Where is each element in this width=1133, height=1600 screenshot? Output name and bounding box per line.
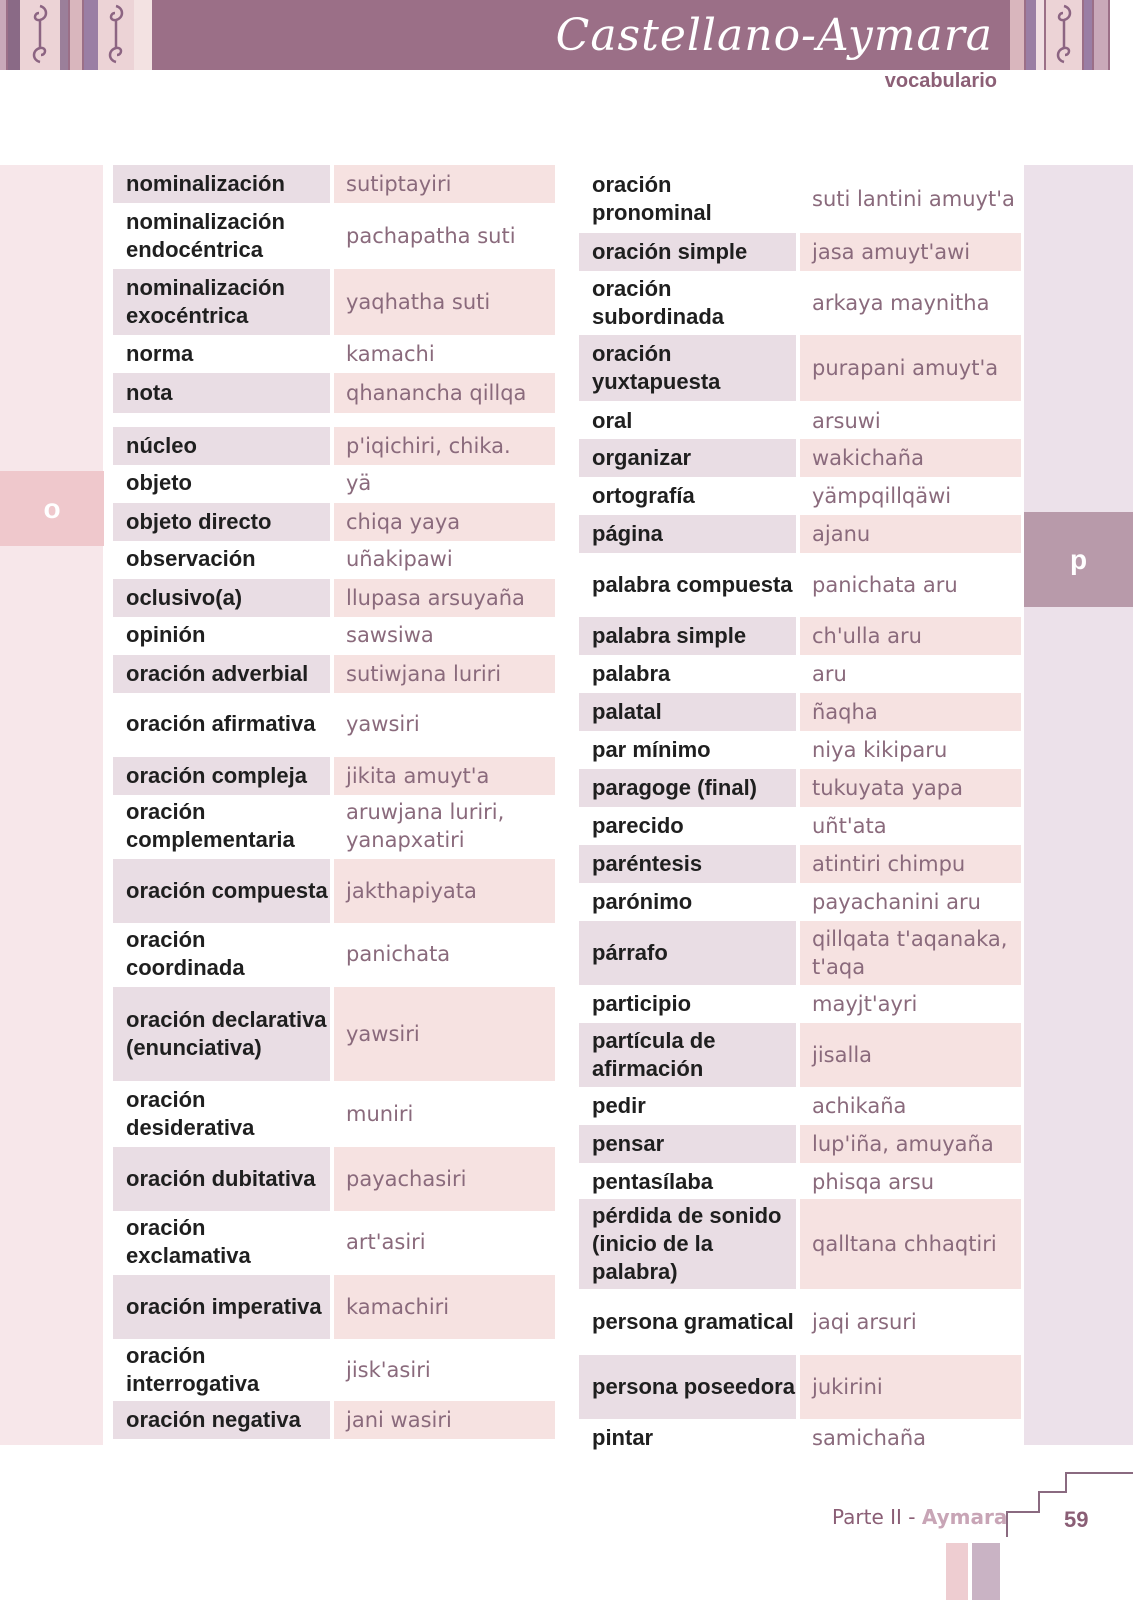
vocab-translation: qhanancha qillqa: [334, 373, 555, 413]
vocab-term: partícula de afirmación: [579, 1023, 796, 1087]
vocab-term: oración simple: [579, 233, 796, 271]
vocab-translation: ch'ulla aru: [800, 617, 1021, 655]
vocab-row: [113, 1147, 555, 1211]
vocab-row: [579, 985, 1021, 1023]
vocab-translation: samichaña: [812, 1426, 927, 1450]
vocab-row: [113, 1083, 555, 1145]
vocab-row: [113, 859, 555, 923]
header-stripe: [1036, 0, 1044, 70]
footer-part: Parte II -: [832, 1505, 916, 1529]
vocab-translation: arkaya maynitha: [812, 291, 990, 315]
vocab-translation: ñaqha: [800, 693, 1021, 731]
vocab-term: norma: [126, 341, 194, 366]
vocab-row: [579, 515, 1021, 553]
vocab-row: [113, 541, 555, 577]
vocab-translation: yawsiri: [346, 712, 420, 736]
vocab-row: [113, 165, 555, 203]
vocab-translation: yämpqillqäwi: [812, 484, 952, 508]
vocab-term: palabra simple: [579, 617, 796, 655]
vocab-translation: aru: [812, 662, 847, 686]
vocab-term: par mínimo: [592, 737, 711, 762]
vocab-term: observación: [126, 546, 256, 571]
vocab-translation: jasa amuyt'awi: [800, 233, 1021, 271]
vocab-translation: pachapatha suti: [346, 224, 516, 248]
vocab-row: [579, 477, 1021, 515]
vocab-term: oración afirmativa: [126, 711, 316, 736]
vocab-translation: atintiri chimpu: [800, 845, 1021, 883]
vocab-term: oración subordinada: [592, 276, 725, 329]
vocab-term: oración desiderativa: [126, 1087, 255, 1140]
vocab-translation: ajanu: [800, 515, 1021, 553]
vocab-translation: sutiwjana luriri: [334, 655, 555, 693]
vocab-row: [113, 1401, 555, 1439]
vocab-row: [113, 205, 555, 267]
vocab-term: persona gramatical: [592, 1309, 794, 1334]
vocab-term: participio: [592, 991, 692, 1016]
spiral-ornament-icon: [28, 2, 52, 66]
vocab-term: pensar: [579, 1125, 796, 1163]
vocab-translation: jikita amuyt'a: [334, 757, 555, 795]
vocab-row: [113, 503, 555, 541]
vocab-term: nominalización endocéntrica: [126, 209, 285, 262]
header-stripe: [70, 0, 82, 70]
vocab-term: oración yuxtapuesta: [579, 335, 796, 401]
vocab-term: oración complementaria: [126, 799, 295, 852]
vocab-row: [579, 1125, 1021, 1163]
vocab-translation: jukirini: [800, 1355, 1021, 1419]
vocab-translation: jaqi arsuri: [812, 1310, 917, 1334]
vocab-translation: qillqata t'aqanaka, t'aqa: [800, 921, 1021, 985]
vocab-row: [579, 233, 1021, 271]
vocab-row: [579, 553, 1021, 617]
vocab-term: parecido: [592, 813, 684, 838]
right-margin-band: [1024, 165, 1133, 1445]
vocab-term: oración exclamativa: [126, 1215, 251, 1268]
vocab-term: párrafo: [579, 921, 796, 985]
vocab-term: oración imperativa: [113, 1275, 330, 1339]
vocab-term: nominalización exocéntrica: [113, 269, 330, 335]
vocab-term: pintar: [592, 1425, 654, 1450]
vocab-row: [113, 693, 555, 755]
vocab-term: opinión: [126, 622, 206, 647]
vocab-term: nominalización: [113, 165, 330, 203]
header-stripe: [60, 0, 68, 70]
vocab-term: pedir: [592, 1093, 646, 1118]
vocab-term: oral: [592, 408, 633, 433]
vocab-term: paréntesis: [579, 845, 796, 883]
vocab-row: [579, 1289, 1021, 1355]
header-stripe: [1110, 0, 1133, 70]
vocab-term: núcleo: [113, 427, 330, 465]
footer-label: [832, 1505, 1007, 1529]
vocab-translation: suti lantini amuyt'a: [812, 187, 1015, 211]
vocab-row: [113, 1211, 555, 1273]
vocab-row: [579, 921, 1021, 985]
vocab-row: [579, 1355, 1021, 1419]
header-stripe: [84, 0, 98, 70]
vocab-row: [113, 465, 555, 501]
vocab-row: [579, 769, 1021, 807]
vocab-translation: sawsiwa: [346, 623, 434, 647]
vocab-term: oclusivo(a): [113, 579, 330, 617]
header-stripe: [1026, 0, 1036, 70]
vocab-row: [579, 731, 1021, 769]
vocab-term: página: [579, 515, 796, 553]
vocab-translation: purapani amuyt'a: [800, 335, 1021, 401]
vocab-translation: jakthapiyata: [334, 859, 555, 923]
vocab-row: [113, 987, 555, 1081]
vocab-translation: sutiptayiri: [334, 165, 555, 203]
page-title: Castellano-Aymara: [555, 10, 993, 61]
vocab-row: [579, 165, 1021, 233]
vocab-row: [579, 845, 1021, 883]
vocab-term: objeto: [126, 470, 192, 495]
vocab-translation: chiqa yaya: [334, 503, 555, 541]
vocab-term: objeto directo: [113, 503, 330, 541]
vocab-translation: lup'iña, amuyaña: [800, 1125, 1021, 1163]
section-tab-o: o: [0, 471, 104, 546]
vocab-row: [113, 1339, 555, 1401]
vocab-translation: jisk'asiri: [346, 1358, 431, 1382]
vocab-row: [579, 807, 1021, 845]
vocab-row: [579, 1023, 1021, 1087]
vocab-term: nota: [113, 373, 330, 413]
vocab-term: parónimo: [592, 889, 693, 914]
vocab-translation: panichata aru: [812, 573, 958, 597]
section-tab-p: p: [1024, 512, 1133, 607]
vocab-term: ortografía: [592, 483, 695, 508]
vocab-translation: jisalla: [800, 1023, 1021, 1087]
vocab-row: [113, 373, 555, 413]
vocab-translation: mayjt'ayri: [812, 992, 918, 1016]
spiral-ornament-icon: [1052, 2, 1076, 66]
vocab-translation: arsuwi: [812, 409, 881, 433]
vocab-translation: muniri: [346, 1102, 414, 1126]
vocab-row: [579, 1419, 1021, 1457]
vocab-translation: art'asiri: [346, 1230, 426, 1254]
vocab-row: [579, 883, 1021, 921]
vocab-term: organizar: [579, 439, 796, 477]
footer-bar: [972, 1543, 1000, 1600]
vocab-row: [579, 617, 1021, 655]
vocab-row: [579, 335, 1021, 401]
vocab-row: [113, 1275, 555, 1339]
header-stripe: [1084, 0, 1092, 70]
vocab-term: oración dubitativa: [113, 1147, 330, 1211]
vocab-translation: phisqa arsu: [812, 1170, 935, 1194]
vocab-translation: llupasa arsuyaña: [334, 579, 555, 617]
vocab-term: oración declarativa (enunciativa): [113, 987, 330, 1081]
vocab-row: [113, 655, 555, 693]
vocab-row: [113, 795, 555, 857]
header-stripe: [8, 0, 20, 70]
vocab-row: [579, 439, 1021, 477]
page-subtitle: vocabulario: [884, 70, 997, 92]
vocab-row: [579, 1199, 1021, 1289]
left-margin-band: [0, 165, 103, 1445]
vocab-translation: qalltana chhaqtiri: [800, 1199, 1021, 1289]
vocab-translation: kamachi: [346, 342, 435, 366]
vocab-term: palabra: [592, 661, 671, 686]
vocab-translation: aruwjana luriri, yanapxatiri: [346, 800, 505, 852]
page-number: 59: [1064, 1507, 1089, 1532]
vocab-translation: uñakipawi: [346, 547, 453, 571]
vocab-term: oración coordinada: [126, 927, 245, 980]
spiral-ornament-icon: [104, 2, 128, 66]
vocab-term: paragoge (final): [579, 769, 796, 807]
vocab-term: oración compuesta: [113, 859, 330, 923]
vocab-translation: wakichaña: [800, 439, 1021, 477]
vocab-translation: payachasiri: [334, 1147, 555, 1211]
vocab-term: pentasílaba: [592, 1169, 714, 1194]
vocab-term: oración pronominal: [592, 172, 712, 225]
vocab-row: [579, 655, 1021, 693]
vocab-row: [113, 579, 555, 617]
vocab-term: persona poseedora: [579, 1355, 796, 1419]
vocab-row: [579, 693, 1021, 731]
vocab-translation: panichata: [346, 942, 451, 966]
vocab-row: [579, 1163, 1021, 1201]
vocab-translation: payachanini aru: [812, 890, 981, 914]
vocab-translation: p'iqichiri, chika.: [334, 427, 555, 465]
header-band: [0, 0, 1133, 70]
vocab-translation: tukuyata yapa: [800, 769, 1021, 807]
vocab-term: oración interrogativa: [126, 1343, 260, 1396]
vocab-term: pérdida de sonido (inicio de la palabra): [579, 1199, 796, 1289]
header-stripe: [1010, 0, 1024, 70]
header-stripe: [1094, 0, 1108, 70]
header-stripe: [0, 0, 6, 70]
header-stripe: [134, 0, 152, 70]
footer-bar: [946, 1543, 968, 1600]
vocab-row: [113, 923, 555, 985]
vocab-translation: yä: [346, 471, 372, 495]
vocab-term: oración compleja: [113, 757, 330, 795]
vocab-row: [579, 403, 1021, 439]
vocab-term: palabra compuesta: [592, 572, 793, 597]
vocab-translation: uñt'ata: [812, 814, 887, 838]
vocab-term: oración negativa: [113, 1401, 330, 1439]
vocab-translation: jani wasiri: [334, 1401, 555, 1439]
vocab-row: [113, 617, 555, 653]
vocab-row: [113, 427, 555, 465]
vocab-row: [113, 269, 555, 335]
vocab-translation: yawsiri: [334, 987, 555, 1081]
vocab-row: [579, 271, 1021, 335]
vocab-row: [113, 337, 555, 371]
vocab-translation: achikaña: [812, 1094, 907, 1118]
vocab-term: palatal: [579, 693, 796, 731]
vocab-row: [113, 757, 555, 795]
footer-language: Aymara: [921, 1505, 1008, 1529]
vocab-row: [579, 1087, 1021, 1125]
vocab-term: oración adverbial: [113, 655, 330, 693]
vocab-translation: niya kikiparu: [812, 738, 948, 762]
vocab-translation: kamachiri: [334, 1275, 555, 1339]
vocab-translation: yaqhatha suti: [334, 269, 555, 335]
